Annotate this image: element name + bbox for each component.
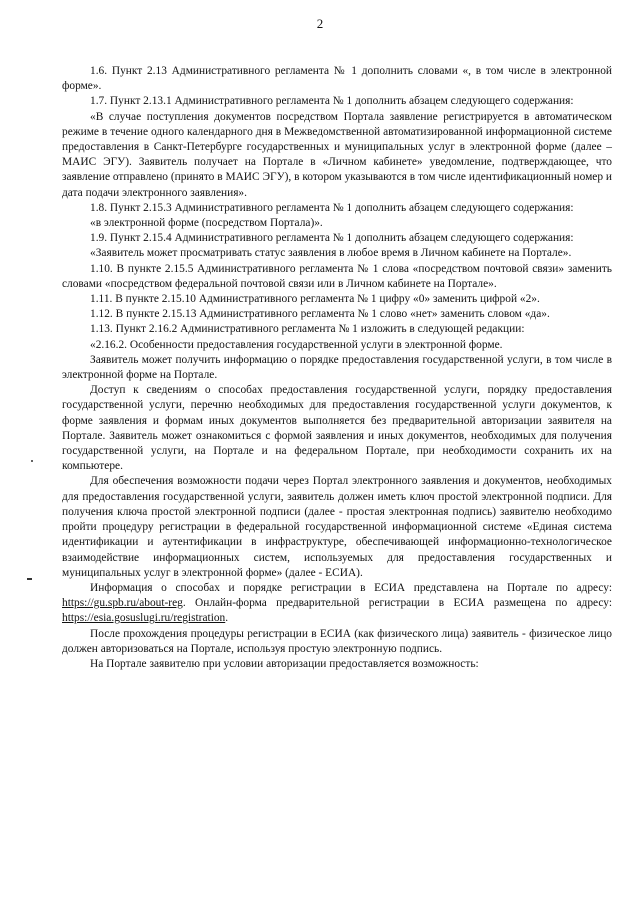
paragraph-1-7: 1.7. Пункт 2.13.1 Административного регламента № 1 дополнить абзацем следующего содержания: <box>90 95 574 108</box>
esia-registration-link[interactable]: https://esia.gosuslugi.ru/registration <box>62 612 226 625</box>
paragraph-1-9: 1.9. Пункт 2.15.4 Административного регламента № 1 дополнить абзацем следующего содержания: <box>90 232 574 245</box>
paragraph-1-8-quote: «в электронной форме (посредством Портала)». <box>90 217 323 230</box>
esia-info-text-2: . Онлайн-форма предварительной регистрации в ЕСИА размещена по адресу: <box>182 597 612 610</box>
esia-info-text-3: . <box>225 612 229 625</box>
paragraph-portal-capabilities: На Портале заявителю при условии авторизации предоставляется возможность: <box>90 657 479 670</box>
esia-info-text-1: Информация о способах и порядке регистрации в ЕСИА представлена на Портале по адресу: <box>90 581 612 594</box>
paragraph-info-availability: Заявитель может получить информацию о порядке предоставления государственной услуги, в том числе в электронной форме на Портале. <box>62 353 612 382</box>
paragraph-1-8: 1.8. Пункт 2.15.3 Административного регламента № 1 дополнить абзацем следующего содержания: <box>90 201 574 214</box>
paragraph-2-16-2-title: «2.16.2. Особенности предоставления государственной услуги в электронной форме. <box>90 338 503 351</box>
paragraph-1-10: 1.10. В пункте 2.15.5 Административного регламента № 1 слова «посредством почтовой связи» заменить словами «посредством федеральной почтовой связи или в Личном кабинете на Портале». <box>62 262 612 290</box>
paragraph-1-12: 1.12. В пункте 2.15.13 Административного регламента № 1 слово «нет» заменить словом «да». <box>90 308 550 321</box>
paragraph-1-13: 1.13. Пункт 2.16.2 Административного регламента № 1 изложить в следующей редакции: <box>90 323 525 336</box>
paragraph-esia-info <box>62 581 612 627</box>
scan-dash-mark <box>27 578 32 580</box>
scan-dot-mark <box>31 460 33 462</box>
page-number: 2 <box>316 16 324 31</box>
paragraph-1-6: 1.6. Пункт 2.13 Административного регламента № 1 дополнить словами «, в том числе в электронной форме». <box>62 65 612 93</box>
document-body <box>62 64 612 672</box>
paragraph-1-7-quote: «В случае поступления документов посредством Портала заявление регистрируется в автоматическом режиме в течение одного календарного дня в Межведомственной автоматизированной информационной системе предоставления в Санкт-Петербурге государственных и муниципальных услуг в электронной форме (далее – МАИС ЭГУ). Заявитель получает на Портале в «Личном кабинете» уведомление, подтверждающее, что заявление отправлено (принято в МАИС ЭГУ), в котором указываются в том числе идентификационный номер и дата подачи электронного заявления». <box>62 110 612 199</box>
paragraph-after-registration: После прохождения процедуры регистрации в ЕСИА (как физического лица) заявитель - физическое лицо должен авторизоваться на Портале, используя простую электронную подпись. <box>62 627 612 655</box>
paragraph-access-info: Доступ к сведениям о способах предоставления государственной услуги, порядку предоставления государственной услуги, перечню необходимых для предоставления государственной услуги документов, к форме заявления и формам иных документов выполняется без предварительной авторизации заявителя на Портале. Заявитель может ознакомиться с формой заявления и иных документов, необходимых для получения государственной услуги, на Портале и на федеральном Портале, при необходимости сохранить их на компьютере. <box>62 384 612 473</box>
paragraph-1-9-quote: «Заявитель может просматривать статус заявления в любое время в Личном кабинете на Портале». <box>90 247 572 260</box>
about-reg-link[interactable]: https://gu.spb.ru/about-reg <box>62 597 183 610</box>
paragraph-esia-requirement: Для обеспечения возможности подачи через Портал электронного заявления и документов, необходимых для предоставления государственной услуги, заявитель должен иметь ключ простой электронной подписи. Для получения ключа простой электронной подписи (далее - простая электронная подпись) заявителю необходимо пройти процедуру регистрации в федеральной государственной информационной системе «Единая система идентификации и аутентификации в инфраструктуре, обеспечивающей информационно-технологическое взаимодействие информационных систем, используемых для предоставления государственных и муниципальных услуг в электронной форме» (далее - ЕСИА). <box>62 475 612 579</box>
paragraph-1-11: 1.11. В пункте 2.15.10 Административного регламента № 1 цифру «0» заменить цифрой «2». <box>90 293 540 306</box>
